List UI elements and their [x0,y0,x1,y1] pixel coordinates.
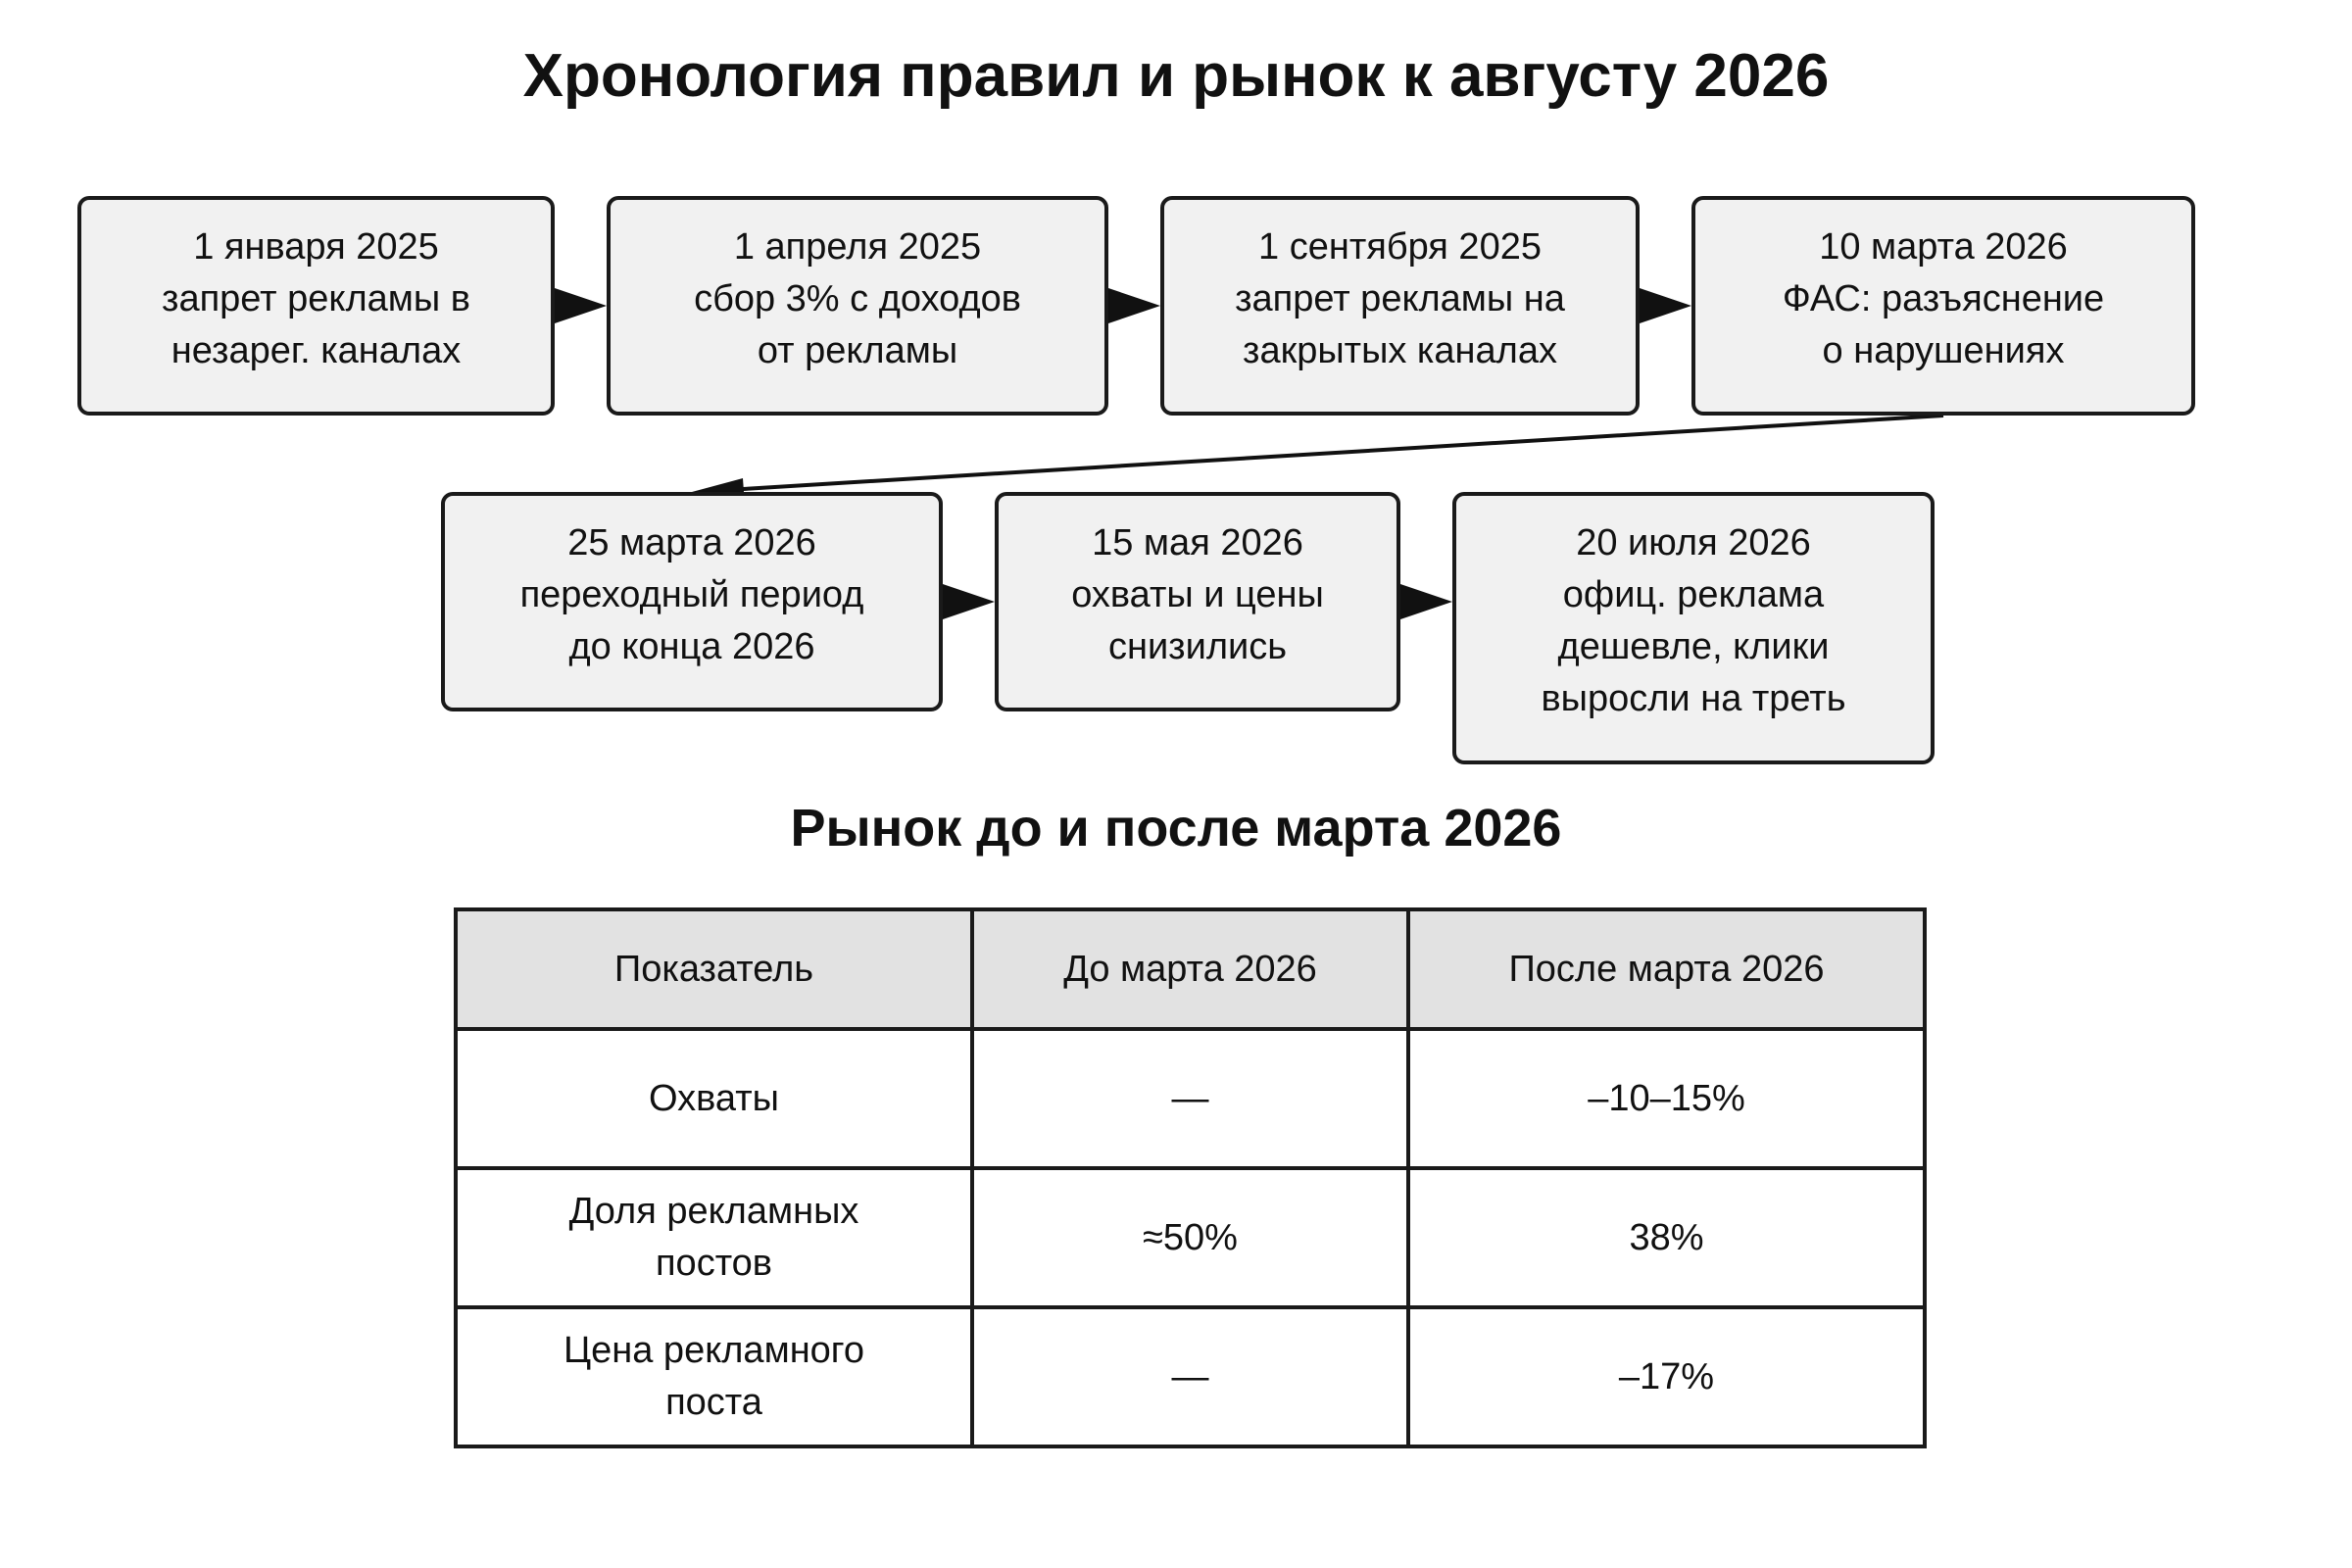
after-cell: –17% [1408,1307,1925,1446]
timeline-node-5 [441,492,943,711]
metric-label-line: Цена рекламного [564,1330,864,1371]
node-text-line: выросли на треть [1541,678,1846,719]
node-text-line: запрет рекламы на [1235,278,1565,319]
metric-cell [456,1307,972,1446]
node-date: 25 марта 2026 [567,522,816,564]
column-header-before: До марта 2026 [972,909,1408,1029]
node-date: 1 апреля 2025 [733,226,982,268]
table-title: Рынок до и после марта 2026 [790,799,1562,858]
table-row [456,1307,1925,1446]
timeline-node-4 [1691,196,2195,416]
metric-cell [456,1029,972,1168]
after-cell: –10–15% [1408,1029,1925,1168]
node-text-line: охваты и цены [1071,574,1324,615]
column-header-metric: Показатель [456,909,972,1029]
before-cell: — [972,1029,1408,1168]
metric-label-line: Доля рекламных [568,1191,859,1232]
column-header-after: После марта 2026 [1408,909,1925,1029]
node-text-line: о нарушениях [1822,330,2065,371]
table-row [456,1168,1925,1307]
market-comparison-table [454,907,1927,1448]
node-text-line: от рекламы [757,330,958,371]
table-row [456,1029,1925,1168]
table-header-row [456,909,1925,1029]
node-text-line: дешевле, клики [1557,626,1830,667]
node-text-line: до конца 2026 [568,626,815,667]
node-text-line: снизились [1107,626,1288,667]
before-cell: ≈50% [972,1168,1408,1307]
arrow-6-to-7 [1400,584,1452,619]
node-text-line: незарег. каналах [171,330,462,371]
node-date: 20 июля 2026 [1576,522,1811,564]
node-date: 1 сентября 2025 [1258,226,1542,268]
timeline-node-7 [1452,492,1935,764]
node-text-line: переходный период [519,574,864,615]
node-text-line: закрытых каналах [1243,330,1557,371]
metric-label: Охваты [649,1077,779,1119]
metric-label-line: постов [655,1243,772,1284]
node-text-line: ФАС: разъяснение [1782,278,2105,319]
timeline-node-1 [77,196,555,416]
metric-cell [456,1168,972,1307]
metric-label-line: поста [665,1382,762,1423]
timeline-node-3 [1160,196,1640,416]
diagram-title: Хронология правил и рынок к августу 2026 [522,42,1830,110]
node-text-line: офиц. реклама [1562,574,1825,615]
arrow-1-to-2 [555,288,607,323]
node-text-line: запрет рекламы в [162,278,470,319]
node-date: 1 января 2025 [193,226,439,268]
node-text-line: сбор 3% с доходов [694,278,1021,319]
timeline-node-2 [607,196,1108,416]
before-cell: — [972,1307,1408,1446]
after-cell: 38% [1408,1168,1925,1307]
node-date: 10 марта 2026 [1819,226,2068,268]
timeline-node-6 [995,492,1400,711]
node-date: 15 мая 2026 [1092,522,1303,564]
arrow-2-to-3 [1108,288,1160,323]
arrow-5-to-6 [943,584,995,619]
arrow-3-to-4 [1640,288,1691,323]
